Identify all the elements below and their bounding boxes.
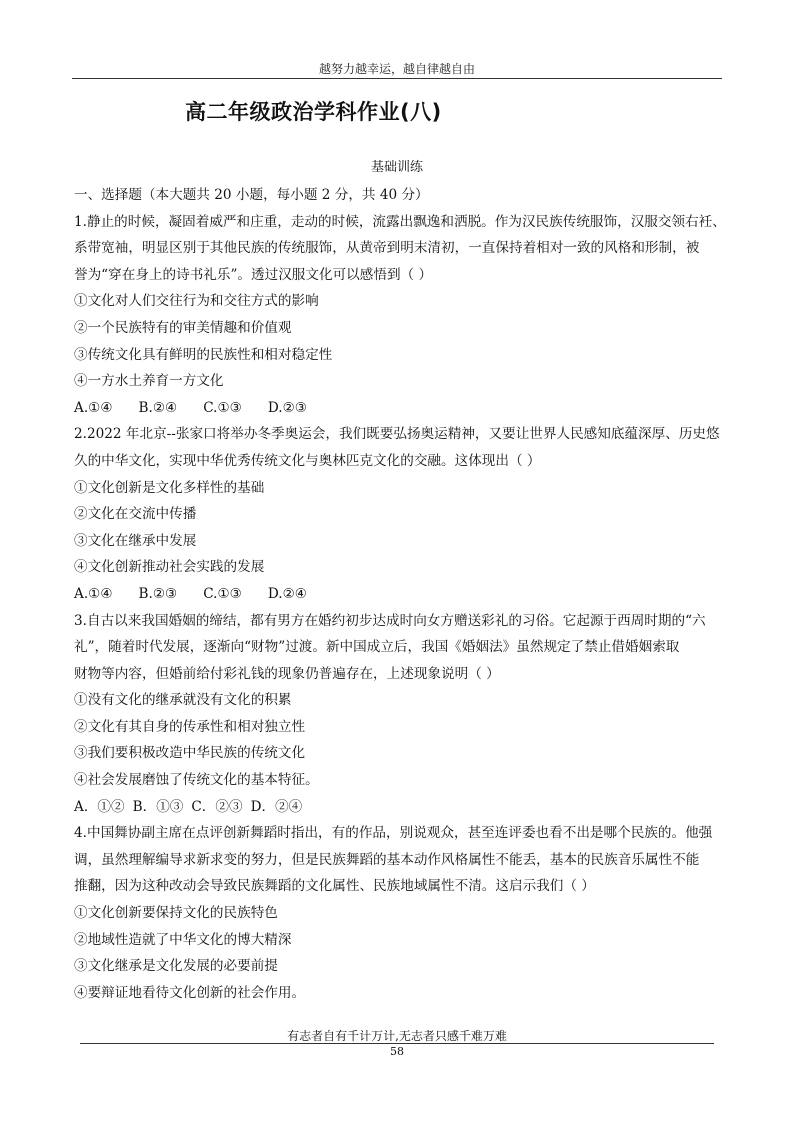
statement-item: ④社会发展磨蚀了传统文化的基本特征。 (74, 772, 319, 789)
option-a: A.①④ (74, 585, 113, 602)
header-motto: 越努力越幸运，越自律越自由 (318, 62, 475, 76)
footer-motto: 有志者自有千计万计,无志者只感千难万难 (287, 1029, 507, 1043)
option-d: D.②③ (267, 399, 307, 416)
statement-item: ①没有文化的继承就没有文化的积累 (74, 692, 292, 709)
option-c: C．②③ (191, 798, 243, 815)
section-title: 基础训练 (370, 160, 423, 175)
question-stem-line: 誉为“穿在身上的诗书礼乐”。透过汉服文化可以感悟到（ ） (74, 266, 433, 283)
option-d: D.②④ (267, 585, 307, 602)
question-1 (74, 209, 724, 422)
statement-item: ④一方水土养育一方文化 (74, 373, 224, 390)
statement-item: ②文化在交流中传播 (74, 506, 197, 523)
statement-item: ②一个民族特有的审美情趣和价值观 (74, 319, 292, 336)
question-stem-line: 久的中华文化，实现中华优秀传统文化与奥林匹克文化的交融。这体现出（ ） (74, 452, 541, 469)
statement-item: ③文化在继承中发展 (74, 532, 197, 549)
answer-options (74, 794, 724, 821)
statement-item: ②文化有其自身的传承性和相对独立性 (74, 718, 306, 735)
question-stem-line: 调，虽然理解编导求新求变的努力，但是民族舞蹈的基本动作风格属性不能丢，基本的民族音乐属性不能 (74, 851, 700, 868)
question-stem-line: 4.中国舞协副主席在点评创新舞蹈时指出，有的作品，别说观众，甚至连评委也看不出是哪个民族的。他强 (74, 825, 713, 842)
header-divider (72, 78, 722, 79)
statement-item: ②地域性造就了中华文化的博大精深 (74, 931, 292, 948)
question-4 (74, 820, 724, 1006)
question-content (74, 182, 724, 1006)
option-a: A.①④ (74, 399, 113, 416)
question-stem-line: 1.静止的时候，凝固着威严和庄重，走动的时候，流露出飘逸和洒脱。作为汉民族传统服饰，汉服交领右衽、 (74, 213, 726, 230)
statement-item: ①文化对人们交往行为和交往方式的影响 (74, 293, 319, 310)
option-c: C.①③ (203, 585, 242, 602)
answer-options (74, 395, 724, 422)
option-b: B.②③ (138, 585, 178, 602)
statement-item: ③我们要积极改造中华民族的传统文化 (74, 745, 306, 762)
option-b: B.②④ (138, 399, 178, 416)
statement-item: ①文化创新是文化多样性的基础 (74, 479, 265, 496)
statement-item: ③文化继承是文化发展的必要前提 (74, 958, 278, 975)
question-stem-line: 3.自古以来我国婚姻的缔结，都有男方在婚约初步达成时向女方赠送彩礼的习俗。它起源于西周时期的“六 (74, 612, 706, 629)
page-title: 高二年级政治学科作业(八) (185, 100, 442, 124)
question-stem-line: 礼”，随着时代发展，逐渐向“财物”过渡。新中国成立后，我国《婚姻法》虽然规定了禁止借婚姻索取 (74, 639, 680, 656)
question-stem-line: 系带宽袖，明显区别于其他民族的传统服饰，从黄帝到明末清初，一直保持着相对一致的风格和形制，被 (74, 240, 700, 257)
question-2 (74, 421, 724, 607)
question-stem-line: 推翻，因为这种改动会导致民族舞蹈的文化属性、民族地域属性不清。这启示我们（ ） (74, 878, 595, 895)
statement-item: ③传统文化具有鲜明的民族性和相对稳定性 (74, 346, 333, 363)
question-3 (74, 608, 724, 821)
option-c: C.①③ (203, 399, 242, 416)
option-b: B．①③ (132, 798, 184, 815)
question-stem-line: 2.2022 年北京--张家口将举办冬季奥运会，我们既要弘扬奥运精神，又要让世界人民感知底蕴深厚、历史悠 (74, 426, 720, 443)
footer-divider (80, 1043, 714, 1044)
question-stem-line: 财物等内容，但婚前给付彩礼钱的现象仍普遍存在，上述现象说明（ ） (74, 665, 500, 682)
page-number: 58 (390, 1045, 404, 1058)
option-a: A．①② (74, 798, 125, 815)
statement-item: ①文化创新要保持文化的民族特色 (74, 905, 278, 922)
statement-item: ④要辩证地看待文化创新的社会作用。 (74, 984, 306, 1001)
option-d: D．②④ (250, 798, 303, 815)
part-heading: 一、选择题（本大题共 20 小题，每小题 2 分，共 40 分） (74, 187, 429, 203)
statement-item: ④文化创新推动社会实践的发展 (74, 559, 265, 576)
answer-options (74, 581, 724, 608)
